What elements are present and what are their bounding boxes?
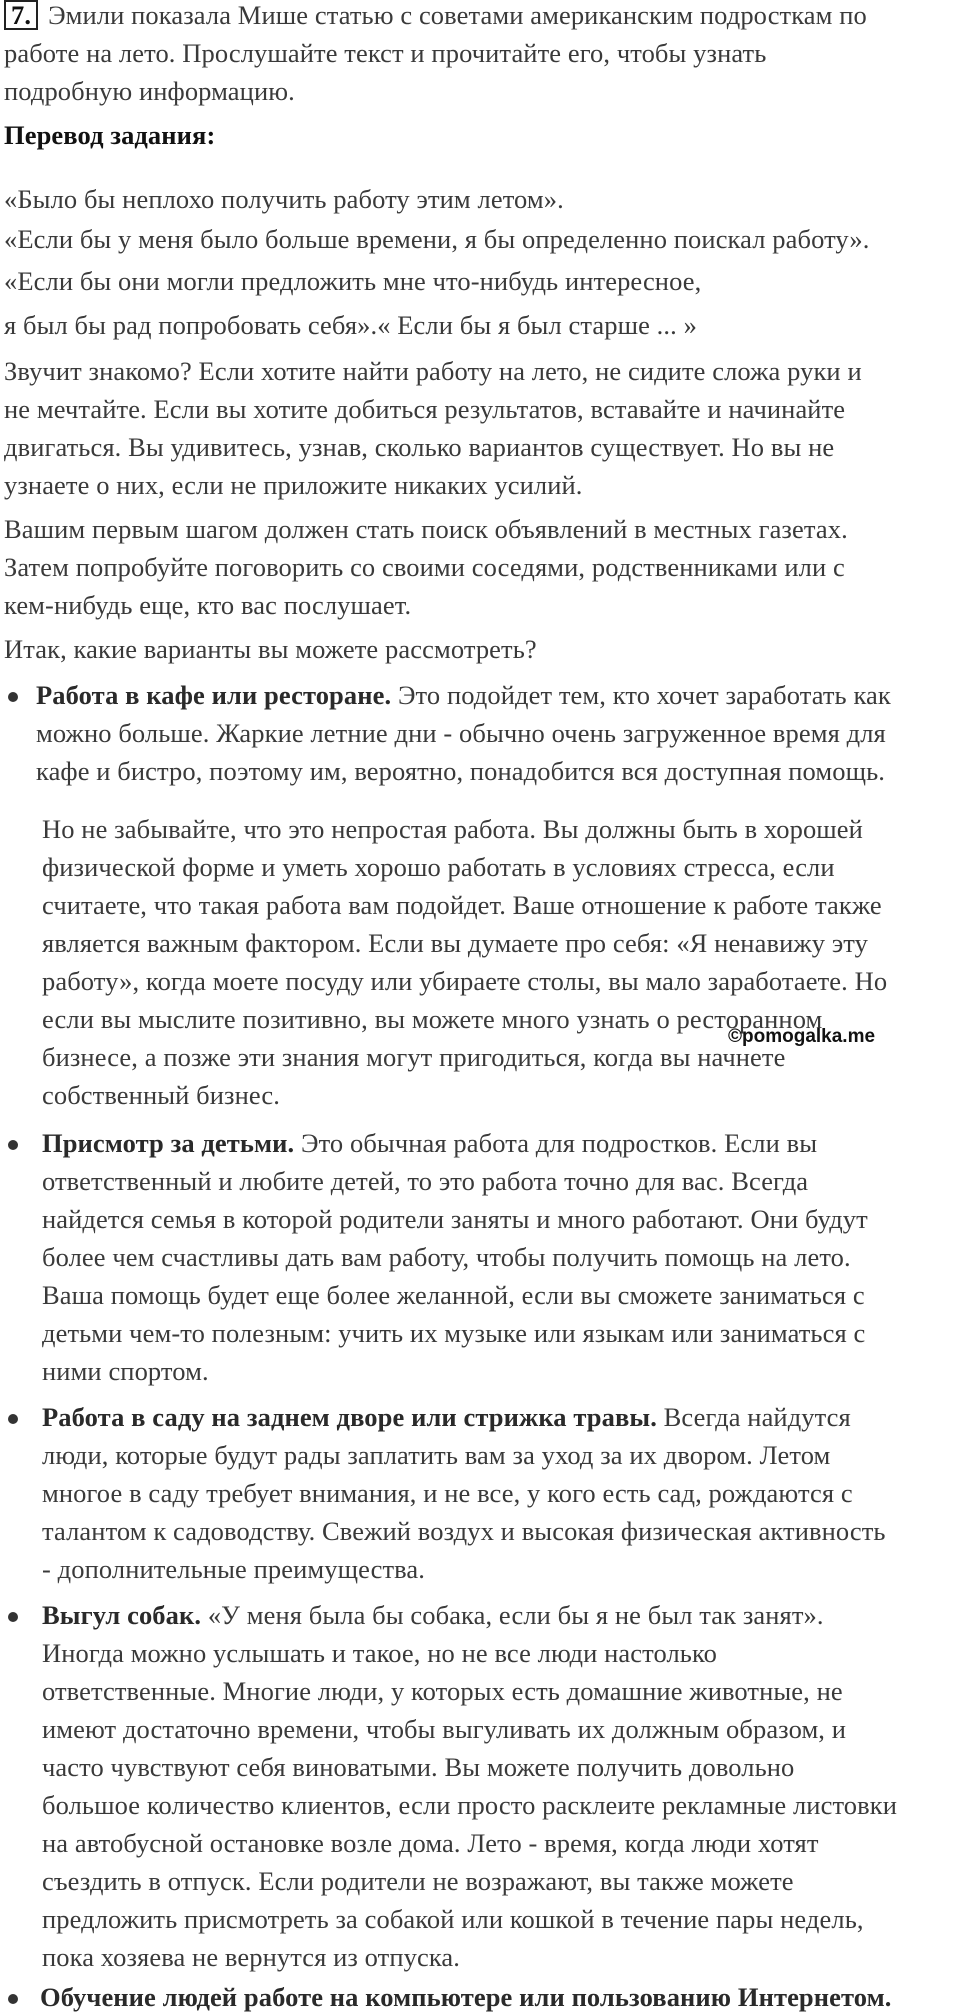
bullet-icon xyxy=(8,1140,18,1150)
bullet-title: Выгул собак. xyxy=(42,1600,202,1630)
bullet-item-dog-walking xyxy=(42,1600,824,1630)
task-line-1 xyxy=(4,0,867,30)
quote-line: «Было бы неплохо получить работу этим летом». xyxy=(4,184,564,214)
bullet-title: Работа в саду на заднем дворе или стрижка травы. xyxy=(42,1402,657,1432)
bullet-paragraph-line: считаете, что такая работа вам подойдет. Ваше отношение к работе также xyxy=(42,890,882,920)
watermark: ©pomogalka.me xyxy=(728,1026,876,1047)
bullet-line: более чем счастливы дать вам работу, чтобы получить помощь на лето. xyxy=(42,1242,851,1272)
bullet-paragraph-line: собственный бизнес. xyxy=(42,1080,280,1110)
paragraph-line: кем-нибудь еще, кто вас послушает. xyxy=(4,590,412,620)
bullet-item-computer-training xyxy=(40,1982,892,2012)
bullet-line: съездить в отпуск. Если родители не возражают, вы также можете xyxy=(42,1866,794,1896)
bullet-text: «У меня была бы собака, если бы я не был так занят». xyxy=(201,1600,824,1630)
bullet-paragraph-line: бизнесе, а позже эти знания могут пригодиться, когда вы начнете xyxy=(42,1042,786,1072)
bullet-icon xyxy=(8,1414,18,1424)
bullet-line: на автобусной остановке возле дома. Лето - время, когда люди хотят xyxy=(42,1828,819,1858)
bullet-line: талантом к садоводству. Свежий воздух и высокая физическая активность xyxy=(42,1516,886,1546)
bullet-text: Это подойдет тем, кто хочет заработать как xyxy=(391,680,891,710)
bullet-line: кафе и бистро, поэтому им, вероятно, понадобится вся доступная помощь. xyxy=(36,756,886,786)
task-line-2: работе на лето. Прослушайте текст и прочитайте его, чтобы узнать xyxy=(4,38,767,68)
bullet-line: детьми чем-то полезным: учить их музыке или языкам или заниматься с xyxy=(42,1318,866,1348)
bullet-paragraph-line: Но не забывайте, что это непростая работа. Вы должны быть в хорошей xyxy=(42,814,863,844)
quote-line: «Если бы они могли предложить мне что-нибудь интересное, xyxy=(4,266,702,296)
bullet-title: Обучение людей работе на компьютере или пользованию Интернетом. xyxy=(40,1982,892,2012)
task-text: Эмили показала Мише статью с советами американским подросткам по xyxy=(48,0,867,30)
bullet-line: имеют достаточно времени, чтобы выгуливать их должным образом, и xyxy=(42,1714,847,1744)
bullet-paragraph-line: является важным фактором. Если вы думаете про себя: «Я ненавижу эту xyxy=(42,928,868,958)
bullet-paragraph-line: если вы мыслите позитивно, вы можете много узнать о ресторанном xyxy=(42,1004,823,1034)
paragraph-line: Вашим первым шагом должен стать поиск объявлений в местных газетах. xyxy=(4,514,848,544)
bullet-line: Ваша помощь будет еще более желанной, если вы сможете заниматься с xyxy=(42,1280,865,1310)
paragraph-line: Затем попробуйте поговорить со своими соседями, родственниками или с xyxy=(4,552,845,582)
paragraph-line: двигаться. Вы удивитесь, узнав, сколько вариантов существует. Но вы не xyxy=(4,432,835,462)
bullet-title: Работа в кафе или ресторане. xyxy=(36,680,392,710)
bullet-text: Всегда найдутся xyxy=(656,1402,851,1432)
bullet-line: - дополнительные преимущества. xyxy=(42,1554,425,1584)
quote-line: я был бы рад попробовать себя».« Если бы я был старше ... » xyxy=(4,310,697,340)
bullet-line: многое в саду требует внимания, и не все, у кого есть сад, рождаются с xyxy=(42,1478,853,1508)
task-line-3: подробную информацию. xyxy=(4,76,295,106)
bullet-icon xyxy=(8,1994,18,2004)
bullet-line: можно больше. Жаркие летние дни - обычно очень загруженное время для xyxy=(36,718,886,748)
bullet-title: Присмотр за детьми. xyxy=(42,1128,295,1158)
bullet-line: большое количество клиентов, если просто расклеите рекламные листовки xyxy=(42,1790,898,1820)
translation-heading: Перевод задания: xyxy=(4,120,216,150)
bullet-paragraph-line: работу», когда моете посуду или убираете столы, вы мало заработаете. Но xyxy=(42,966,888,996)
bullet-line: найдется семья в которой родители заняты и много работают. Они будут xyxy=(42,1204,868,1234)
bullet-icon xyxy=(8,1612,18,1622)
bullet-item-gardening xyxy=(42,1402,851,1432)
bullet-line: пока хозяева не вернутся из отпуска. xyxy=(42,1942,461,1972)
bullet-line: часто чувствуют себя виноватыми. Вы можете получить довольно xyxy=(42,1752,795,1782)
bullet-line: предложить присмотреть за собакой или кошкой в течение пары недель, xyxy=(42,1904,864,1934)
bullet-paragraph-line: физической форме и уметь хорошо работать в условиях стресса, если xyxy=(42,852,835,882)
paragraph-line: не мечтайте. Если вы хотите добиться результатов, вставайте и начинайте xyxy=(4,394,846,424)
bullet-line: ними спортом. xyxy=(42,1356,209,1386)
quote-line: «Если бы у меня было больше времени, я бы определенно поискал работу». xyxy=(4,224,870,254)
bullet-line: Иногда можно услышать и такое, но не все люди настолько xyxy=(42,1638,717,1668)
bullet-icon xyxy=(8,692,18,702)
bullet-line: ответственный и любите детей, то это работа точно для вас. Всегда xyxy=(42,1166,809,1196)
task-number: 7. xyxy=(4,0,38,30)
bullet-item-cafe xyxy=(36,680,891,710)
bullet-line: ответственные. Многие люди, у которых есть домашние животные, не xyxy=(42,1676,843,1706)
bullet-item-babysitting xyxy=(42,1128,817,1158)
paragraph-line: узнаете о них, если не приложите никаких усилий. xyxy=(4,470,583,500)
paragraph-line: Звучит знакомо? Если хотите найти работу на лето, не сидите сложа руки и xyxy=(4,356,862,386)
question-line: Итак, какие варианты вы можете рассмотреть? xyxy=(4,634,537,664)
bullet-text: Это обычная работа для подростков. Если вы xyxy=(294,1128,818,1158)
bullet-line: люди, которые будут рады заплатить вам за уход за их двором. Летом xyxy=(42,1440,831,1470)
